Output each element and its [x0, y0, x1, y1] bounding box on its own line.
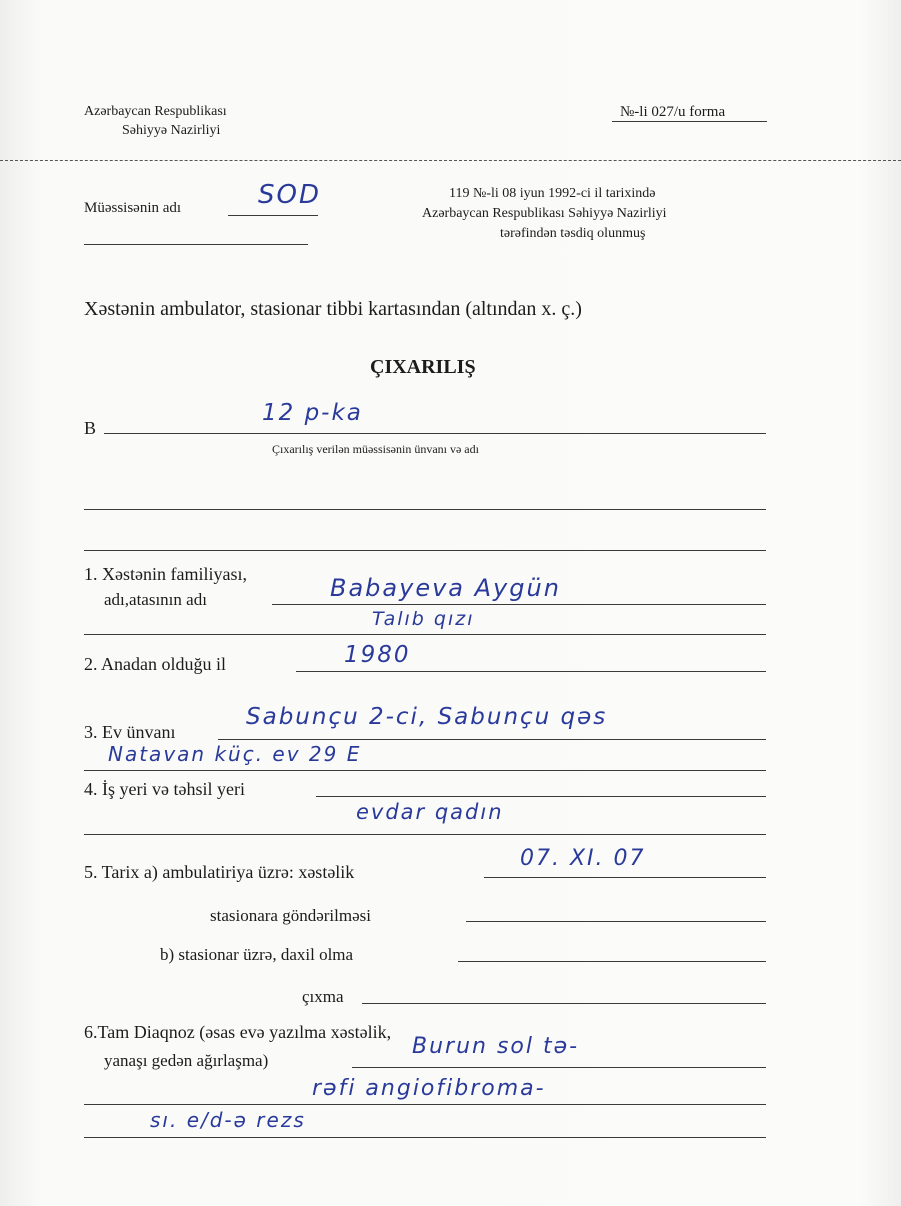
republic-name: Azərbaycan Respublikası — [84, 104, 227, 119]
blank-line-2 — [84, 550, 766, 551]
field-6-line-c — [84, 1137, 766, 1138]
institution-line-2 — [84, 244, 308, 245]
field-1-line-a — [272, 604, 766, 605]
field-5-referral-line — [466, 921, 766, 922]
field-6-line-a — [352, 1067, 766, 1068]
approval-line-2: Azərbaycan Respublikası Səhiyyə Nazirliyi — [422, 206, 667, 221]
field-1-value-a: Babayeva Aygün — [330, 574, 561, 602]
approval-line-1: 119 №-li 08 iyun 1992-ci il tarixində — [449, 186, 656, 201]
institution-line — [228, 215, 318, 216]
recipient-line — [104, 433, 766, 434]
field-5-discharge-line — [362, 1003, 766, 1004]
field-2-label: 2. Anadan olduğu il — [84, 654, 226, 674]
ministry-name: Səhiyyə Nazirliyi — [122, 123, 221, 138]
field-1-label-a: 1. Xəstənin familiyası, — [84, 564, 247, 584]
recipient-caption: Çıxarılış verilən müəssisənin ünvanı və adı — [272, 442, 479, 456]
field-4-label: 4. İş yeri və təhsil yeri — [84, 779, 245, 799]
recipient-value: 12 p-ka — [262, 400, 363, 426]
field-6-value-a: Burun sol tə- — [412, 1034, 580, 1059]
field-6-value-b: rəfi angiofibroma- — [312, 1076, 546, 1101]
recipient-prefix: B — [84, 418, 97, 438]
form-number-underline — [612, 121, 767, 122]
field-6-value-c: sı. e/d-ə rezs — [150, 1108, 306, 1132]
field-6-line-b — [84, 1104, 766, 1105]
field-1-label-b: adı,atasının adı — [104, 590, 207, 609]
field-5-referral-label: stasionara göndərilməsi — [210, 906, 371, 925]
field-5-admission-label: b) stasionar üzrə, daxil olma — [160, 945, 354, 964]
intro-text: Xəstənin ambulator, stasionar tibbi kartasından (altından x. ç.) — [84, 298, 582, 320]
field-1-line-b — [84, 634, 766, 635]
field-3-line-b — [84, 770, 766, 771]
field-6-label-a: 6.Tam Diaqnoz (əsas evə yazılma xəstəlik, — [84, 1022, 392, 1042]
field-5-admission-line — [458, 961, 766, 962]
blank-line-1 — [84, 509, 766, 510]
field-1-value-b: Talıb qızı — [372, 608, 475, 630]
field-2-line — [296, 671, 766, 672]
field-3-value-a: Sabunçu 2-ci, Sabunçu qəs — [246, 704, 608, 730]
header-separator — [0, 160, 901, 161]
field-5-value: 07. XI. 07 — [520, 846, 646, 871]
field-3-value-b: Natavan küç. ev 29 E — [108, 742, 362, 766]
field-5-line — [484, 877, 766, 878]
field-4-value: evdar qadın — [356, 800, 504, 824]
field-5-label: 5. Tarix a) ambulatiriya üzrə: xəstəlik — [84, 862, 355, 882]
field-4-line-a — [316, 796, 766, 797]
field-5-discharge-label: çıxma — [302, 987, 344, 1006]
document-title: ÇIXARILIŞ — [370, 356, 476, 378]
approval-line-3: tərəfindən təsdiq olunmuş — [500, 226, 646, 241]
field-3-line-a — [218, 739, 766, 740]
field-6-label-b: yanaşı gedən ağırlaşma) — [104, 1051, 269, 1070]
field-2-value: 1980 — [344, 642, 411, 668]
form-number: №-li 027/u forma — [620, 104, 726, 120]
institution-label: Müəssisənin adı — [84, 200, 182, 216]
institution-value: SOD — [258, 180, 321, 210]
field-4-line-b — [84, 834, 766, 835]
field-3-label: 3. Ev ünvanı — [84, 722, 176, 742]
